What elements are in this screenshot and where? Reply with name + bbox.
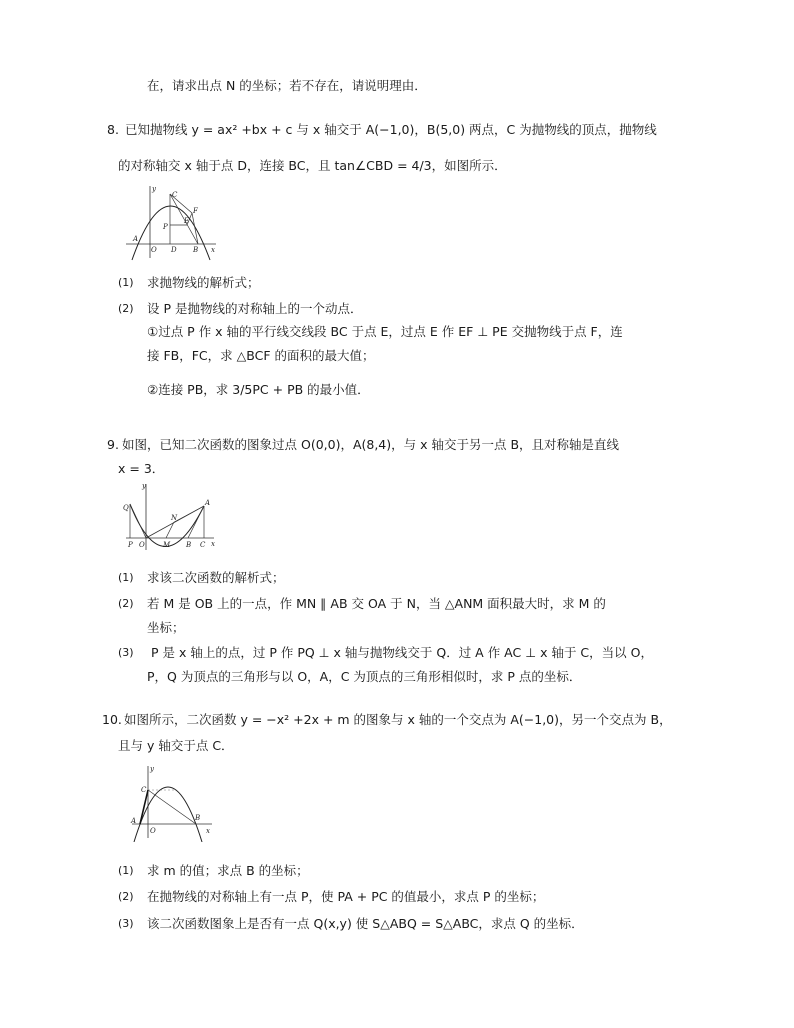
q9-label-y: y — [142, 482, 146, 490]
q8-label-y: y — [152, 185, 156, 193]
q9-label-o: O — [139, 541, 145, 549]
q9-label-a: A — [205, 499, 211, 507]
q9-item2-number: (2) — [118, 597, 134, 610]
q8-label-c: C — [172, 191, 178, 199]
q10-number: 10. — [102, 712, 122, 727]
q8-item2-text: 设 P 是抛物线的对称轴上的一个动点． — [147, 301, 363, 316]
q8-stem-line2: 的对称轴交 x 轴于点 D，连接 BC，且 tan∠CBD = 4/3，如图所示． — [118, 158, 507, 173]
q9-label-q: Q — [123, 504, 129, 512]
q9-number: 9. — [107, 437, 119, 452]
q8-number: 8. — [107, 122, 119, 137]
q8-label-o: O — [151, 246, 157, 254]
q9-item3-text-cont: P，Q 为顶点的三角形与以 O，A，C 为顶点的三角形相似时，求 P 点的坐标． — [147, 669, 582, 684]
q10-stem-line2: 且与 y 轴交于点 C． — [118, 738, 234, 753]
continuation-line: 在，请求出点 N 的坐标；若不存在，请说明理由． — [147, 78, 427, 93]
q8-label-f: F — [193, 207, 198, 215]
q10-item3-number: (3) — [118, 917, 134, 930]
q10-label-o: O — [150, 827, 156, 835]
q9-item1-number: (1) — [118, 571, 134, 584]
q8-label-a: A — [133, 235, 139, 243]
q9-item2-text-cont: 坐标； — [147, 620, 185, 635]
q10-label-y: y — [150, 765, 154, 773]
q9-label-m: M — [163, 541, 171, 549]
q10-item1-number: (1) — [118, 864, 134, 877]
q10-label-c: C — [141, 786, 147, 794]
q8-item1-number: (1) — [118, 276, 134, 289]
q10-item1-text: 求 m 的值；求点 B 的坐标； — [147, 863, 309, 878]
q9-stem-line2: x = 3． — [118, 461, 165, 476]
q9-label-b: B — [186, 541, 192, 549]
q9-item3-text: P 是 x 轴上的点，过 P 作 PQ ⊥ x 轴与抛物线交于 Q．过 A 作 AC ⊥ x 轴于 C，当以 O， — [151, 645, 653, 660]
q10-item2-text: 在抛物线的对称轴上有一点 P，使 PA + PC 的值最小，求点 P 的坐标； — [147, 889, 545, 904]
q8-label-p: P — [163, 223, 168, 231]
q8-sub2: ②连接 PB，求 3/5PC + PB 的最小值． — [147, 382, 370, 397]
q8-sub1-line2: 接 FB，FC，求 △BCF 的面积的最大值； — [147, 348, 375, 363]
q10-label-x: x — [206, 827, 210, 835]
q9-stem-line1: 如图，已知二次函数的图象过点 O(0,0)，A(8,4)，与 x 轴交于另一点 B，且对称轴是直线 — [122, 437, 620, 452]
q10-label-a: A — [131, 817, 137, 825]
q9-label-c: C — [200, 541, 206, 549]
q9-label-n: N — [171, 514, 178, 522]
q10-item3-text: 该二次函数图象上是否有一点 Q(x,y) 使 S△ABQ = S△ABC，求点 Q 的坐标． — [147, 916, 584, 931]
q10-item2-number: (2) — [118, 890, 134, 903]
q8-label-b: B — [193, 246, 199, 254]
q9-label-x: x — [211, 540, 215, 548]
q8-label-x: x — [211, 246, 215, 254]
q8-sub1-line1: ①过点 P 作 x 轴的平行线交线段 BC 于点 E，过点 E 作 EF ⊥ PE 交抛物线于点 F，连 — [147, 324, 623, 339]
q8-stem-line1: 已知抛物线 y = ax² +bx + c 与 x 轴交于 A(−1,0)，B(5,0) 两点，C 为抛物线的顶点，抛物线 — [125, 122, 657, 137]
q10-figure — [128, 762, 218, 842]
q9-item1-text: 求该二次函数的解析式； — [147, 570, 285, 585]
q10-stem-line1: 如图所示，二次函数 y = −x² +2x + m 的图象与 x 轴的一个交点为 A(−1,0)，另一个交点为 B， — [124, 712, 672, 727]
q9-figure — [118, 480, 218, 552]
q10-label-b: B — [195, 814, 201, 822]
q9-item2-text: 若 M 是 OB 上的一点，作 MN ∥ AB 交 OA 于 N，当 △ANM 面积最大时，求 M 的 — [147, 596, 606, 611]
q8-figure — [120, 182, 220, 262]
q9-label-p: P — [128, 541, 133, 549]
q8-item2-number: (2) — [118, 302, 134, 315]
q8-item1-text: 求抛物线的解析式； — [147, 275, 260, 290]
q8-label-e: E — [184, 217, 190, 225]
q9-item3-number: (3) — [118, 646, 134, 659]
q8-label-d: D — [171, 246, 177, 254]
